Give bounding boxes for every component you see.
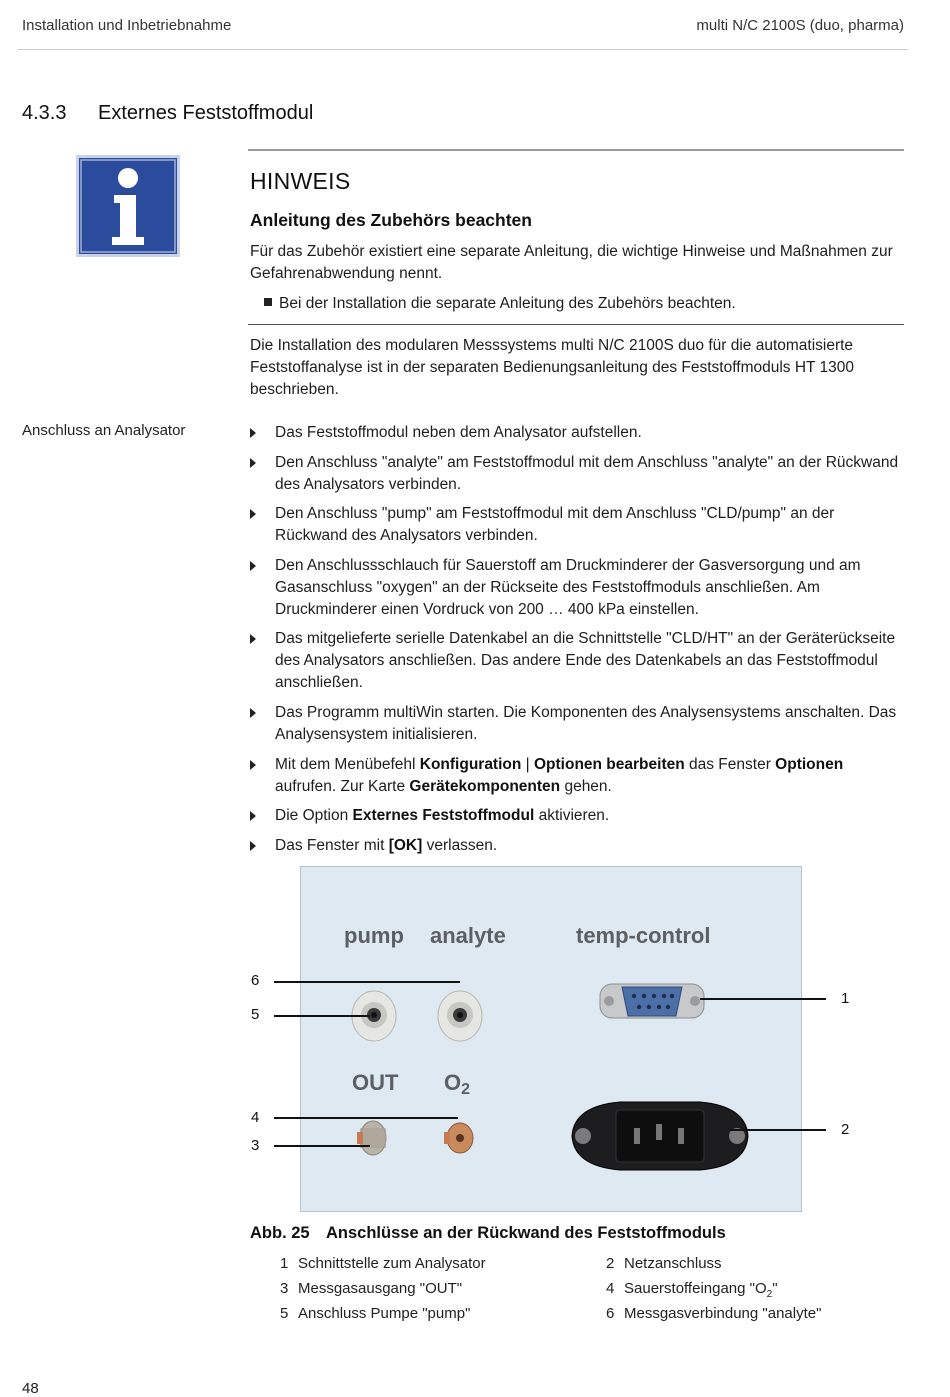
step-item: Den Anschluss "analyte" am Feststoffmodul mit dem Anschluss "analyte" an der Rückwand des Analysators verbinden.: [250, 452, 906, 496]
callout-3: 3: [251, 1137, 260, 1154]
triangle-bullet-icon: [250, 428, 256, 438]
notice-bullet: [264, 293, 884, 315]
legend-item: 4 Sauerstoffeingang "$O_2$": [606, 1280, 778, 1300]
margin-label: Anschluss an Analysator: [22, 422, 186, 439]
triangle-bullet-icon: [250, 509, 256, 519]
step-list: [250, 422, 906, 864]
header-divider: [18, 49, 908, 50]
legend-item: 5 Anschluss Pumpe "pump": [280, 1305, 471, 1322]
figure-caption-text: Anschlüsse an der Rückwand des Feststoffmoduls: [326, 1224, 726, 1242]
panel-label-temp-control: temp-control: [576, 923, 711, 948]
step-item: Den Anschlussschlauch für Sauerstoff am Druckminderer der Gasversorgung und am Gasanschluss "oxygen" an der Rückseite des Feststoffmoduls anschließen. Am Druckminderer einen Vordruck von 200 … 400 kPa einstellen.: [250, 555, 906, 621]
step-item: Das Feststoffmodul neben dem Analysator aufstellen.: [250, 422, 906, 444]
panel-label-pump: pump: [344, 923, 404, 948]
callout-1: 1: [841, 990, 850, 1007]
info-icon: [76, 155, 180, 257]
legend-item: 3 Messgasausgang "OUT": [280, 1280, 463, 1297]
step-item: Mit dem Menübefehl Konfiguration | Optionen bearbeiten das Fenster Optionen aufrufen. Zur Karte Gerätekomponenten gehen.: [250, 754, 906, 798]
callout-2: 2: [841, 1121, 850, 1138]
notice-subtitle: Anleitung des Zubehörs beachten: [250, 210, 532, 230]
triangle-bullet-icon: [250, 760, 256, 770]
legend-item: 1 Schnittstelle zum Analysator: [280, 1255, 486, 1272]
triangle-bullet-icon: [250, 708, 256, 718]
triangle-bullet-icon: [250, 458, 256, 468]
square-bullet-icon: [264, 298, 272, 306]
triangle-bullet-icon: [250, 841, 256, 851]
callout-5: 5: [251, 1006, 260, 1023]
figure-caption: [250, 1224, 726, 1243]
step-item: Das mitgelieferte serielle Datenkabel an die Schnittstelle "CLD/HT" an der Geräterückseite des Analysators anschließen. Das andere Ende des Datenkabels an das Feststoffmodul anschließen.: [250, 628, 906, 694]
section-heading: [22, 102, 313, 125]
legend-item: 2 Netzanschluss: [606, 1255, 722, 1272]
page-number: 48: [22, 1380, 39, 1397]
legend-item: 6 Messgasverbindung "analyte": [606, 1305, 822, 1322]
panel-label-analyte: analyte: [430, 923, 506, 948]
figure-label: Abb. 25: [250, 1224, 310, 1242]
notice-top-rule: [248, 149, 904, 151]
triangle-bullet-icon: [250, 561, 256, 571]
notice-bottom-rule: [248, 324, 904, 325]
triangle-bullet-icon: [250, 811, 256, 821]
running-header-right: multi N/C 2100S (duo, pharma): [696, 17, 904, 34]
intro-paragraph: Die Installation des modularen Messsystems multi N/C 2100S duo für die automatisierte Feststoffanalyse ist in der separaten Bedienungsanleitung des Feststoffmoduls HT 1300 beschrieben.: [250, 337, 855, 398]
section-title: Externes Feststoffmodul: [98, 102, 314, 124]
panel-label-o2: O2: [444, 1070, 471, 1098]
notice-title: HINWEIS: [250, 168, 351, 194]
callout-6: 6: [251, 972, 260, 989]
section-number: 4.3.3: [22, 102, 67, 124]
step-item: Das Fenster mit [OK] verlassen.: [250, 835, 906, 857]
panel-label-out: OUT: [352, 1070, 399, 1095]
callout-lines: [270, 966, 830, 1156]
step-item: Den Anschluss "pump" am Feststoffmodul mit dem Anschluss "CLD/pump" an der Rückwand des Analysators verbinden.: [250, 503, 906, 547]
step-item: Die Option Externes Feststoffmodul aktivieren.: [250, 805, 906, 827]
step-item: Das Programm multiWin starten. Die Komponenten des Analysensystems anschalten. Das Analysensystem initialisieren.: [250, 702, 906, 746]
running-header-left: Installation und Inbetriebnahme: [22, 17, 232, 34]
notice-text: Für das Zubehör existiert eine separate Anleitung, die wichtige Hinweise und Maßnahmen zur Gefahrenabwendung nennt.: [250, 243, 893, 282]
triangle-bullet-icon: [250, 634, 256, 644]
callout-4: 4: [251, 1109, 260, 1126]
notice-bullet-text: Bei der Installation die separate Anleitung des Zubehörs beachten.: [279, 295, 736, 312]
